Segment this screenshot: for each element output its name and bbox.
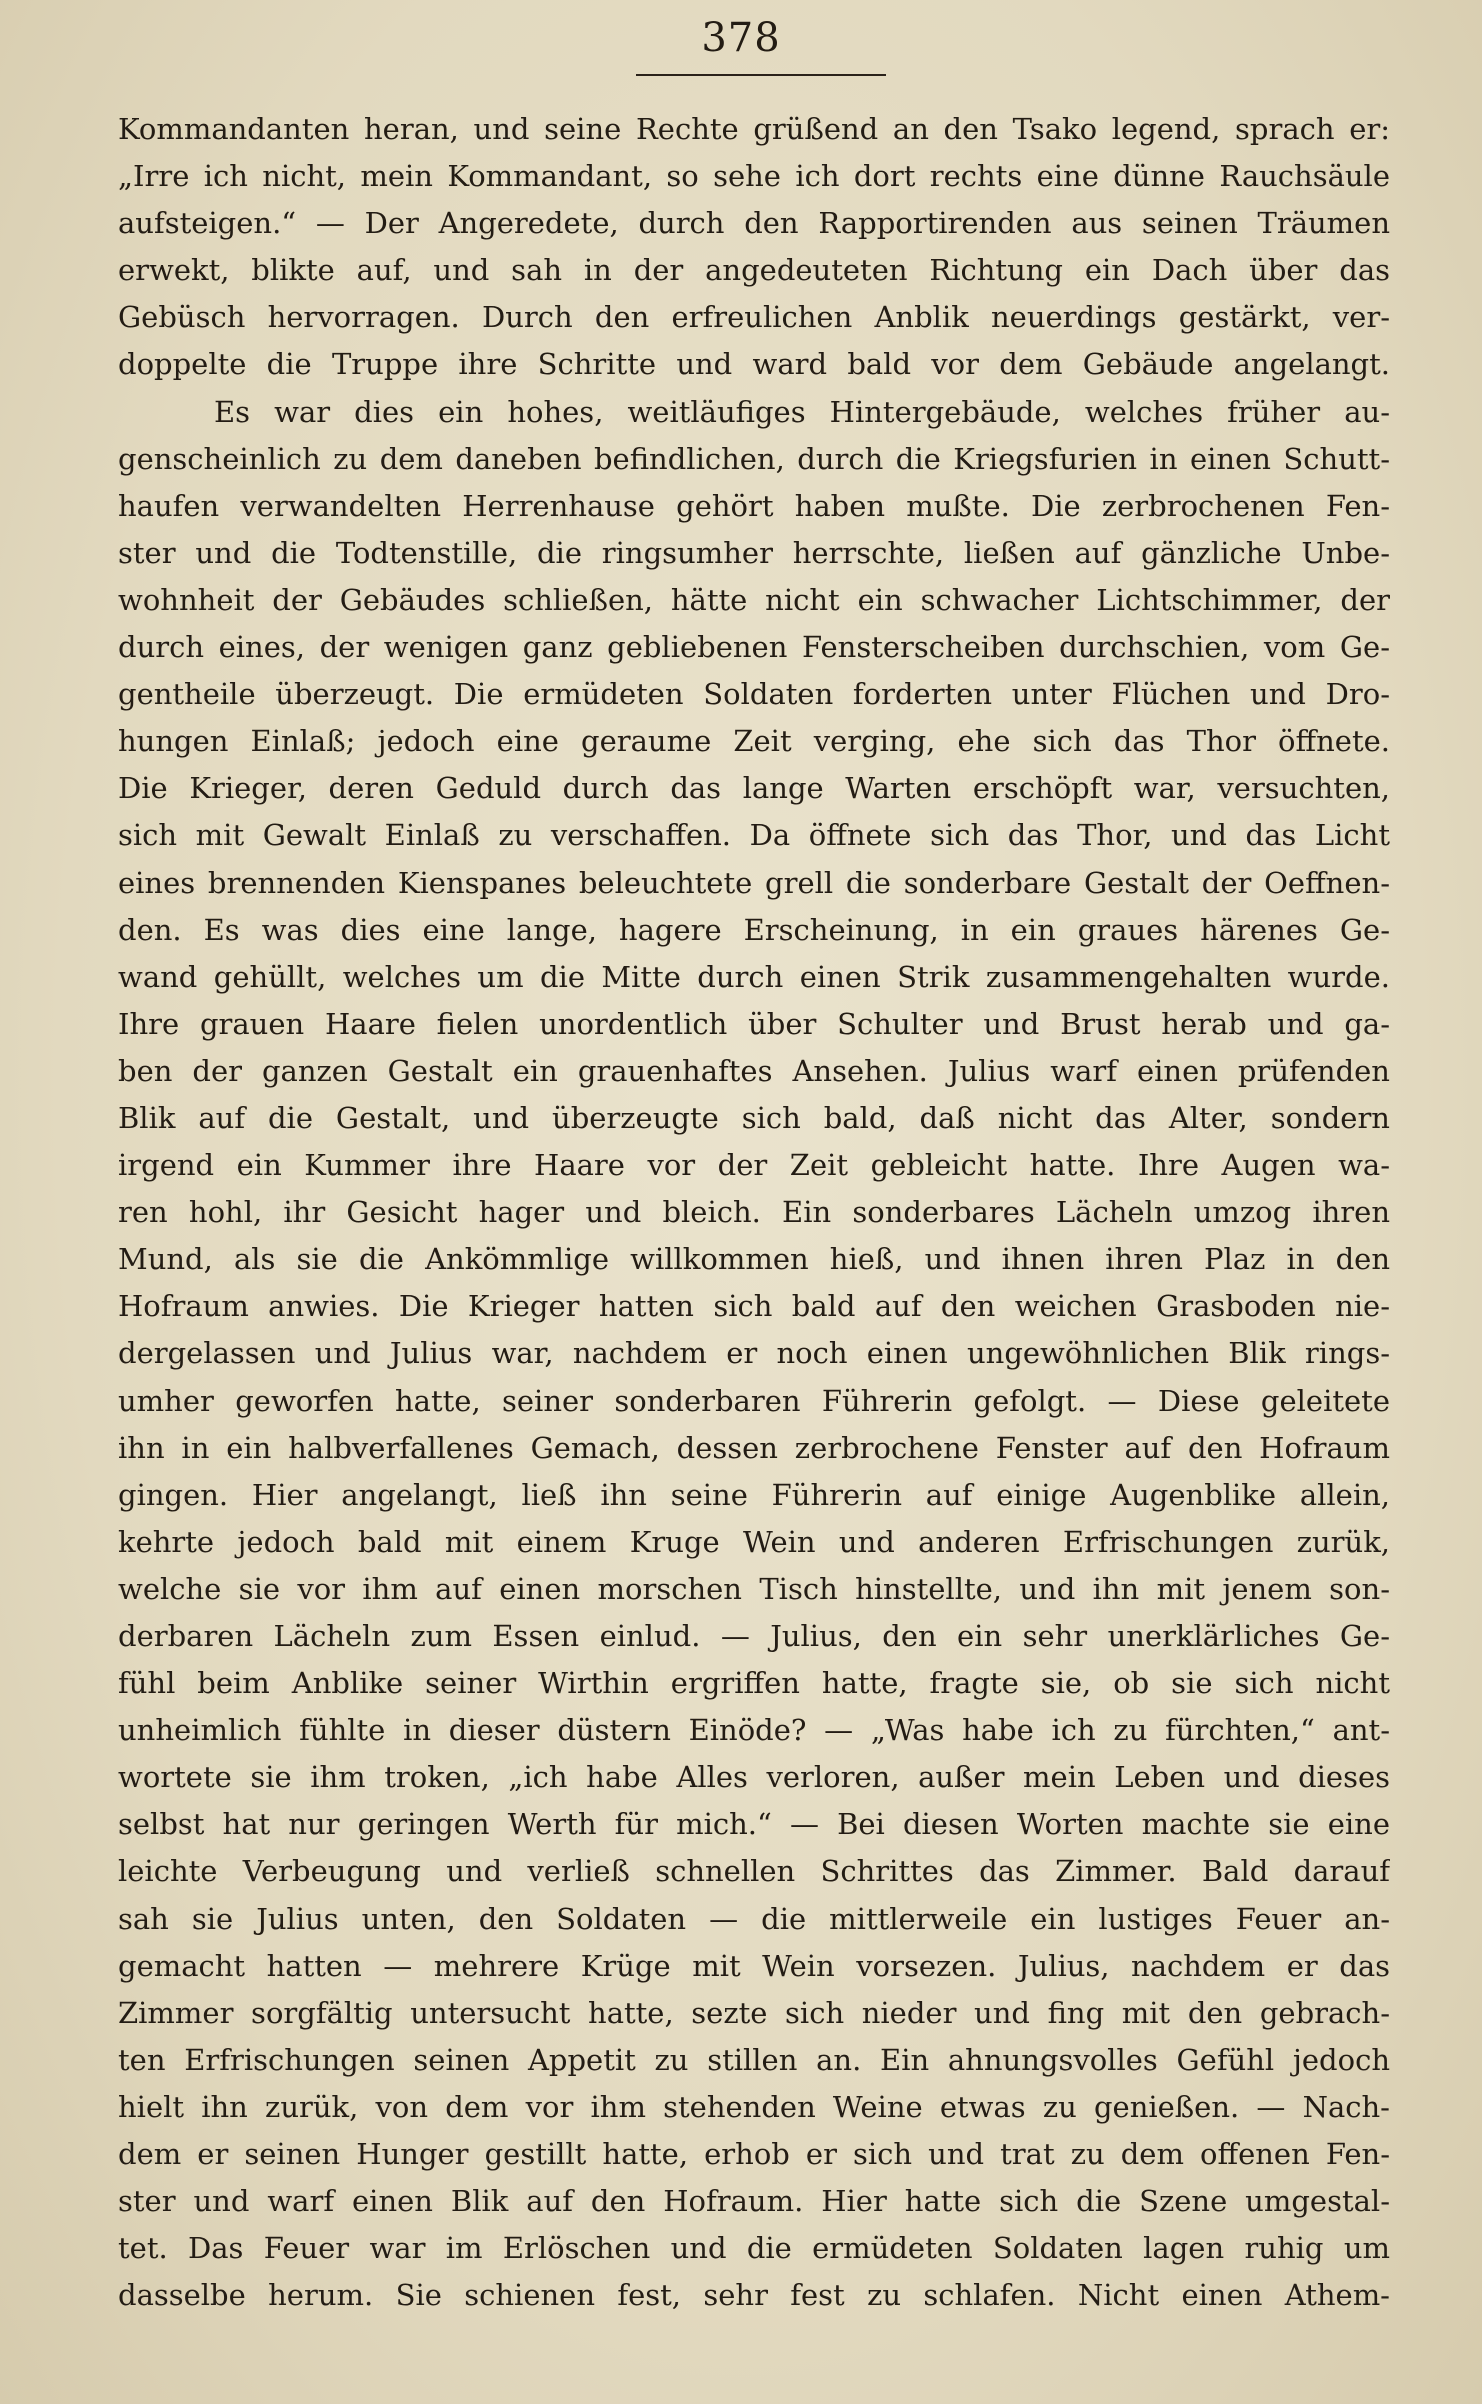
body-text [118,106,1390,2319]
text-line: derbaren Lächeln zum Essen einlud. — Julius, den ein sehr unerklärliches Ge- [118,1619,1390,1653]
text-line: dasselbe herum. Sie schienen fest, sehr fest zu schlafen. Nicht einen Athem- [118,2278,1390,2313]
text-line: Hofraum anwies. Die Krieger hatten sich bald auf den weichen Grasboden nie- [118,1289,1390,1324]
text-line: wohnheit der Gebäudes schließen, hätte nicht ein schwacher Lichtschimmer, der [118,582,1390,617]
text-line: dem er seinen Hunger gestillt hatte, erhob er sich und trat zu dem offenen Fen- [118,2137,1390,2172]
text-line: ihn in ein halbverfallenes Gemach, dessen zerbrochene Fenster auf den Hofraum [118,1430,1390,1465]
paragraph-start-line: Es war dies ein hohes, weitläufiges Hintergebäude, welches früher au- [214,394,1390,429]
text-line: selbst hat nur geringen Werth für mich.“ — Bei diesen Worten machte sie eine [118,1807,1390,1842]
text-line: umher geworfen hatte, seiner sonderbaren Führerin gefolgt. — Diese geleitete [118,1383,1390,1418]
text-line: „Irre ich nicht, mein Kommandant, so sehe ich dort rechts eine dünne Rauchsäule [118,159,1390,194]
text-line: sah sie Julius unten, den Soldaten — die mittlerweile ein lustiges Feuer an- [118,1901,1390,1936]
text-line: ster und warf einen Blik auf den Hofraum. Hier hatte sich die Szene umgestal- [118,2184,1390,2219]
text-line: irgend ein Kummer ihre Haare vor der Zeit gebleicht hatte. Ihre Augen wa- [118,1148,1390,1183]
text-line: wortete sie ihm troken, „ich habe Alles verloren, außer mein Leben und dieses [118,1760,1390,1795]
text-line: dergelassen und Julius war, nachdem er noch einen ungewöhnlichen Blik rings- [118,1336,1390,1371]
text-line: Gebüsch hervorragen. Durch den erfreulichen Anblik neuerdings gestärkt, ver- [118,300,1390,335]
text-line: hungen Einlaß; jedoch eine geraume Zeit verging, ehe sich das Thor öffnete. [118,724,1390,759]
text-line: wand gehüllt, welches um die Mitte durch einen Strik zusammengehalten wurde. [118,959,1390,994]
header-rule [636,74,886,76]
text-line: eines brennenden Kienspanes beleuchtete grell die sonderbare Gestalt der Oeffnen- [118,865,1390,900]
text-line: fühl beim Anblike seiner Wirthin ergriffen hatte, fragte sie, ob sie sich nicht [118,1666,1390,1701]
text-line: aufsteigen.“ — Der Angeredete, durch den Rapportirenden aus seinen Träumen [118,206,1390,241]
text-line: unheimlich fühlte in dieser düstern Einöde? — „Was habe ich zu fürchten,“ ant- [118,1713,1390,1748]
text-line: leichte Verbeugung und verließ schnellen Schrittes das Zimmer. Bald darauf [118,1854,1390,1889]
text-line: kehrte jedoch bald mit einem Kruge Wein und anderen Erfrischungen zurük, [118,1524,1390,1559]
text-line: doppelte die Truppe ihre Schritte und ward bald vor dem Gebäude angelangt. [118,347,1390,382]
text-line: erwekt, blikte auf, und sah in der angedeuteten Richtung ein Dach über das [118,253,1390,288]
page-number: 378 [701,15,781,61]
text-line: ren hohl, ihr Gesicht hager und bleich. Ein sonderbares Lächeln umzog ihren [118,1195,1390,1230]
text-line: genscheinlich zu dem daneben befindlichen, durch die Kriegsfurien in einen Schutt- [118,441,1390,476]
text-line: haufen verwandelten Herrenhause gehört haben mußte. Die zerbrochenen Fen- [118,488,1390,523]
text-line: Mund, als sie die Ankömmlige willkommen hieß, und ihnen ihren Plaz in den [118,1242,1390,1277]
text-line: Ihre grauen Haare fielen unordentlich über Schulter und Brust herab und ga- [118,1006,1390,1041]
text-line: ten Erfrischungen seinen Appetit zu stillen an. Ein ahnungsvolles Gefühl jedoch [118,2042,1390,2077]
text-line: Zimmer sorgfältig untersucht hatte, sezte sich nieder und fing mit den gebrach- [118,1995,1390,2030]
text-line: tet. Das Feuer war im Erlöschen und die ermüdeten Soldaten lagen ruhig um [118,2231,1390,2266]
text-line: ster und die Todtenstille, die ringsumher herrschte, ließen auf gänzliche Unbe- [118,535,1390,570]
text-line: gingen. Hier angelangt, ließ ihn seine Führerin auf einige Augenblike allein, [118,1477,1390,1512]
text-line: ben der ganzen Gestalt ein grauenhaftes Ansehen. Julius warf einen prüfenden [118,1053,1390,1088]
text-line: durch eines, der wenigen ganz gebliebenen Fensterscheiben durchschien, vom Ge- [118,630,1390,665]
text-line: sich mit Gewalt Einlaß zu verschaffen. Da öffnete sich das Thor, und das Licht [118,818,1390,853]
text-line: den. Es was dies eine lange, hagere Erscheinung, in ein graues härenes Ge- [118,912,1390,947]
text-line: gentheile überzeugt. Die ermüdeten Soldaten forderten unter Flüchen und Dro- [118,677,1390,712]
text-line: Kommandanten heran, und seine Rechte grüßend an den Tsako legend, sprach er: [118,112,1390,146]
text-line: hielt ihn zurük, von dem vor ihm stehenden Weine etwas zu genießen. — Nach- [118,2089,1390,2124]
text-line: Die Krieger, deren Geduld durch das lange Warten erschöpft war, versuchten, [118,771,1390,806]
text-line: Blik auf die Gestalt, und überzeugte sich bald, daß nicht das Alter, sondern [118,1100,1390,1135]
text-line: welche sie vor ihm auf einen morschen Tisch hinstellte, und ihn mit jenem son- [118,1571,1390,1606]
text-line: gemacht hatten — mehrere Krüge mit Wein vorsezen. Julius, nachdem er das [118,1948,1390,1983]
